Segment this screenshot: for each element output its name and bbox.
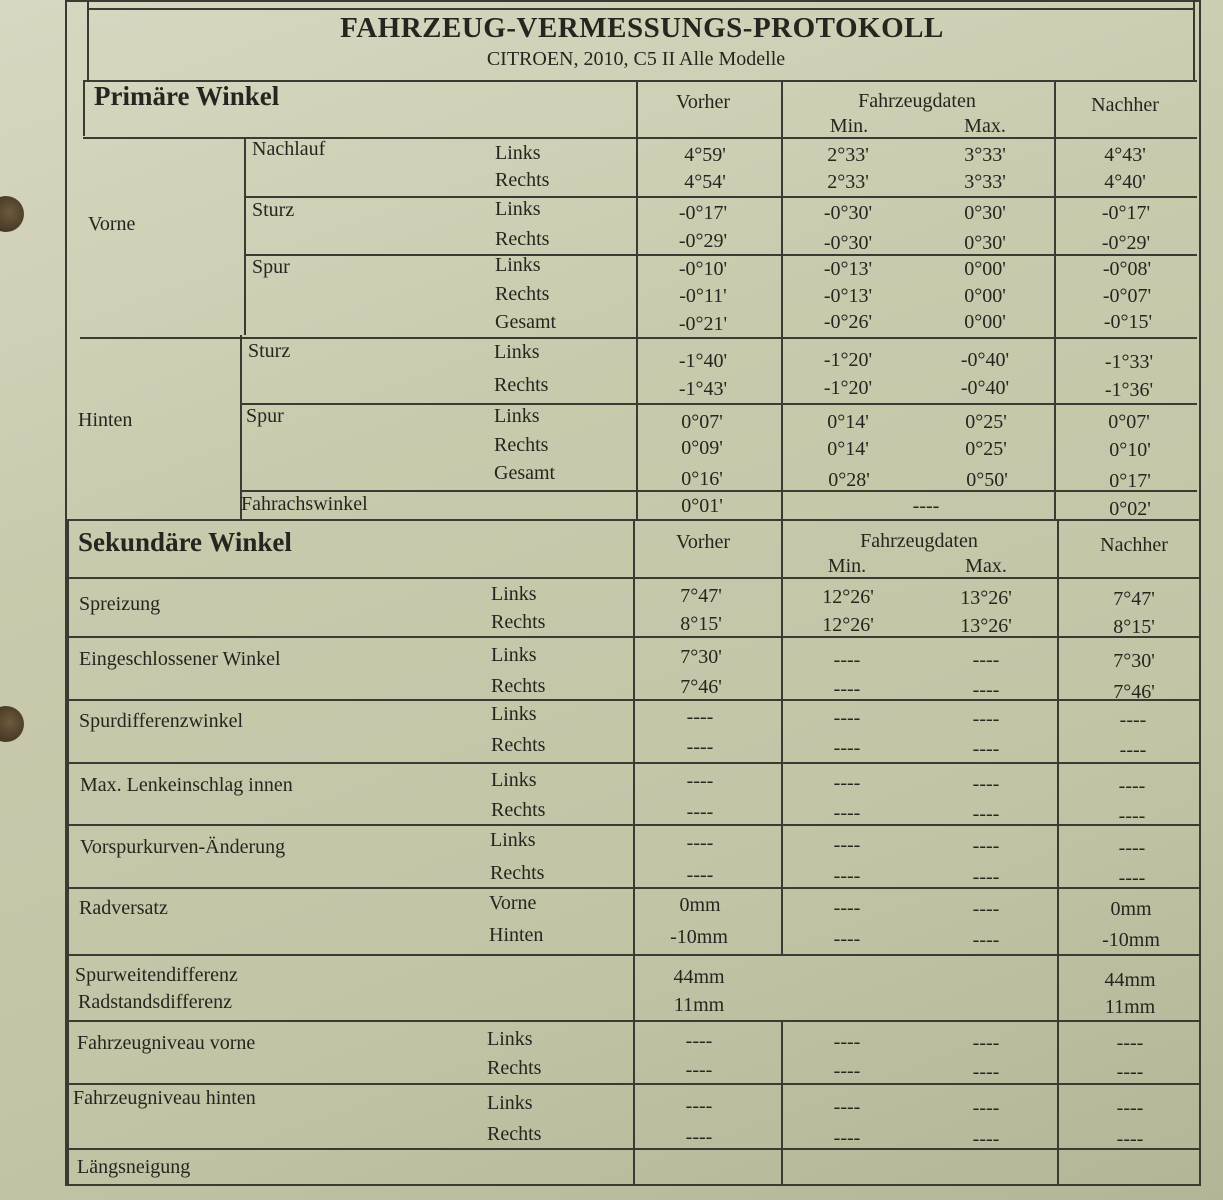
value-vorher: -10mm — [670, 926, 728, 948]
rule — [67, 887, 1201, 889]
value-max: ---- — [972, 866, 1000, 888]
value-vorher: ---- — [686, 832, 714, 854]
value-vorher: -0°10' — [678, 258, 728, 280]
side-label: Rechts — [491, 675, 546, 697]
value-nachher: ---- — [1118, 775, 1146, 797]
value-nachher: 7°46' — [1113, 681, 1155, 703]
value-min: 2°33' — [827, 144, 869, 166]
value-min: ---- — [833, 897, 861, 919]
rule — [67, 954, 1201, 956]
angle-label: Max. Lenkeinschlag innen — [80, 774, 293, 796]
value-min: -0°30' — [823, 202, 873, 224]
value-max: ---- — [972, 679, 1000, 701]
value-vorher: ---- — [685, 1030, 713, 1052]
value-nachher: -10mm — [1102, 929, 1160, 951]
value-nachher: -0°07' — [1102, 285, 1152, 307]
side-label: Links — [491, 644, 537, 666]
value-nachher: 11mm — [1104, 996, 1156, 1018]
value-min: ---- — [833, 678, 861, 700]
rule — [67, 824, 1201, 826]
side-label: Links — [490, 829, 536, 851]
value-max: ---- — [972, 835, 1000, 857]
side-label: Links — [495, 142, 541, 164]
angle-label: Nachlauf — [252, 138, 326, 160]
value-max: ---- — [972, 1097, 1000, 1119]
rule — [67, 1083, 1201, 1085]
value-min: 0°28' — [828, 469, 870, 491]
side-label: Links — [491, 583, 537, 605]
side-label: Links — [495, 254, 541, 276]
secondary-section-title: Sekundäre Winkel — [78, 527, 292, 557]
rule — [1057, 519, 1059, 1186]
value-min: ---- — [833, 928, 861, 950]
col-vorher: Vorher — [675, 91, 731, 113]
value-vorher: ---- — [685, 1059, 713, 1081]
side-label: Rechts — [490, 862, 545, 884]
value-min: 2°33' — [827, 171, 869, 193]
value-min: ---- — [833, 707, 861, 729]
value-vorher: 8°15' — [680, 613, 722, 635]
value-nachher: ---- — [1116, 1061, 1144, 1083]
col-min: Min. — [829, 115, 869, 137]
rule — [244, 196, 1197, 198]
value-min: ---- — [833, 1096, 861, 1118]
side-label: Gesamt — [494, 462, 556, 484]
side-label: Rechts — [491, 734, 546, 756]
value-min: -0°13' — [823, 285, 873, 307]
value-vorher: ---- — [686, 864, 714, 886]
value-vorher: -1°43' — [678, 378, 728, 400]
value-min: 0°14' — [827, 411, 869, 433]
side-label: Rechts — [494, 374, 549, 396]
value-nachher: -0°15' — [1103, 311, 1153, 333]
value-vorher: 0°01' — [681, 495, 723, 517]
value-min: ---- — [833, 834, 861, 856]
rule — [244, 137, 246, 335]
col-nachher: Nachher — [1100, 534, 1168, 556]
value-max: 0°25' — [965, 438, 1007, 460]
value-max: ---- — [972, 1128, 1000, 1150]
value-vorher: -0°11' — [679, 285, 727, 307]
rule — [636, 80, 638, 520]
angle-label: Spur — [246, 405, 284, 427]
value-max: -0°40' — [960, 377, 1010, 399]
value-nachher: 0°17' — [1109, 470, 1151, 492]
value-vorher: 4°59' — [684, 144, 726, 166]
value-vorher: 4°54' — [684, 171, 726, 193]
value-min: 12°26' — [822, 614, 874, 636]
value-min: -1°20' — [823, 349, 873, 371]
rule — [1193, 0, 1195, 80]
value-min: ---- — [833, 649, 861, 671]
value-nachher: -1°36' — [1104, 379, 1154, 401]
rule — [1054, 80, 1056, 520]
value-vorher: -1°40' — [678, 350, 728, 372]
value-nachher: 0°02' — [1109, 498, 1151, 520]
value-vorher: 0°16' — [681, 468, 723, 490]
value-nachher: 7°30' — [1113, 650, 1155, 672]
rule — [240, 403, 1197, 405]
side-label: Rechts — [495, 228, 550, 250]
group-label: Vorne — [88, 213, 136, 235]
side-label: Links — [491, 769, 537, 791]
value-vorher: ---- — [685, 1126, 713, 1148]
side-label: Rechts — [491, 611, 546, 633]
rule — [781, 80, 783, 520]
value-vorher: 11mm — [673, 994, 725, 1016]
side-label: Vorne — [489, 892, 537, 914]
rule — [87, 8, 1194, 10]
side-label: Links — [494, 405, 540, 427]
angle-label: Vorspurkurven-Änderung — [80, 836, 286, 858]
angle-label: Längsneigung — [77, 1156, 191, 1178]
value-nachher: ---- — [1118, 837, 1146, 859]
angle-label: Radstandsdifferenz — [78, 991, 233, 1013]
value-min: ---- — [833, 1060, 861, 1082]
value-max: 0°50' — [966, 469, 1008, 491]
value-vorher: ---- — [686, 706, 714, 728]
col-max: Max. — [964, 115, 1006, 137]
value-max: ---- — [972, 929, 1000, 951]
angle-label: Sturz — [252, 199, 295, 221]
value-nachher: 4°43' — [1104, 144, 1146, 166]
value-max: 0°30' — [964, 232, 1006, 254]
value-min: -0°30' — [823, 232, 873, 254]
rule — [83, 80, 85, 136]
value-nachher: 8°15' — [1113, 616, 1155, 638]
side-label: Links — [487, 1028, 533, 1050]
side-label: Rechts — [487, 1123, 542, 1145]
value-vorher: 0mm — [679, 894, 721, 916]
side-label: Gesamt — [495, 311, 557, 333]
value-vorher: 44mm — [673, 966, 725, 988]
value-nachher: ---- — [1118, 867, 1146, 889]
side-label: Links — [491, 703, 537, 725]
value-nachher: ---- — [1119, 739, 1147, 761]
value-min: 0°14' — [827, 438, 869, 460]
value-vorher: ---- — [686, 736, 714, 758]
value-vorher: 7°30' — [680, 646, 722, 668]
angle-label: Spurweitendifferenz — [75, 964, 238, 986]
value-max: 0°00' — [964, 311, 1006, 333]
value-vorher: 0°07' — [681, 411, 723, 433]
value-vorher: 0°09' — [681, 437, 723, 459]
value-vorher: 7°47' — [680, 585, 722, 607]
col-max: Max. — [965, 555, 1007, 577]
value-nachher: ---- — [1118, 805, 1146, 827]
angle-label: Fahrzeugniveau hinten — [73, 1087, 256, 1109]
value-max: ---- — [972, 773, 1000, 795]
value-max: 13°26' — [960, 615, 1012, 637]
rule — [67, 1148, 1201, 1150]
rule — [67, 636, 1201, 638]
value-max: ---- — [972, 738, 1000, 760]
rule — [87, 0, 89, 80]
group-label: Hinten — [78, 409, 133, 431]
value-min: ---- — [833, 1031, 861, 1053]
rule — [83, 137, 1197, 139]
rule — [244, 254, 1197, 256]
value-nachher: ---- — [1116, 1128, 1144, 1150]
value-vorher: -0°29' — [678, 230, 728, 252]
value-nachher: 0mm — [1110, 898, 1152, 920]
rule — [781, 1020, 783, 1186]
value-max: 0°25' — [965, 411, 1007, 433]
primary-section-title: Primäre Winkel — [94, 81, 280, 111]
value-max: ---- — [972, 1032, 1000, 1054]
value-nachher: ---- — [1119, 709, 1147, 731]
angle-label: Fahrzeugniveau vorne — [77, 1032, 256, 1054]
angle-label: Sturz — [248, 340, 291, 362]
angle-label: Spur — [252, 256, 290, 278]
value-min: 12°26' — [822, 586, 874, 608]
rule — [67, 577, 1201, 579]
col-fahrzeugdaten: Fahrzeugdaten — [860, 530, 978, 552]
value-nachher: ---- — [1116, 1032, 1144, 1054]
value-max: 0°00' — [964, 285, 1006, 307]
value-nachher: -0°08' — [1102, 258, 1152, 280]
rule — [67, 699, 1201, 701]
value-min: -0°13' — [823, 258, 873, 280]
rule — [67, 762, 1201, 764]
value-min: ---- — [833, 865, 861, 887]
value-max: 0°00' — [964, 258, 1006, 280]
col-fahrzeugdaten: Fahrzeugdaten — [858, 90, 976, 112]
value-min: ---- — [833, 802, 861, 824]
value-nachher: 44mm — [1104, 969, 1156, 991]
value-max: ---- — [972, 708, 1000, 730]
value-max: -0°40' — [960, 349, 1010, 371]
side-label: Links — [495, 198, 541, 220]
col-vorher: Vorher — [675, 531, 731, 553]
punch-hole — [0, 706, 24, 742]
value-max: 3°33' — [964, 144, 1006, 166]
col-nachher: Nachher — [1091, 94, 1159, 116]
value-vorher: ---- — [686, 801, 714, 823]
value-range: ---- — [912, 495, 940, 517]
angle-label: Spurdifferenzwinkel — [79, 710, 244, 732]
value-max: ---- — [972, 803, 1000, 825]
angle-label: Eingeschlossener Winkel — [79, 648, 281, 670]
value-min: -0°26' — [823, 311, 873, 333]
vehicle-subtitle: CITROEN, 2010, C5 II Alle Modelle — [486, 48, 786, 70]
rule — [67, 519, 69, 1186]
value-max: ---- — [972, 649, 1000, 671]
value-vorher: -0°21' — [678, 313, 728, 335]
value-nachher: -0°29' — [1101, 232, 1151, 254]
value-vorher: 7°46' — [680, 676, 722, 698]
side-label: Links — [487, 1092, 533, 1114]
angle-label: Radversatz — [79, 897, 168, 919]
value-max: 13°26' — [960, 587, 1012, 609]
col-min: Min. — [827, 555, 867, 577]
side-label: Hinten — [489, 924, 544, 946]
side-label: Rechts — [494, 434, 549, 456]
value-max: 3°33' — [964, 171, 1006, 193]
rule — [633, 519, 635, 1186]
value-nachher: -1°33' — [1104, 351, 1154, 373]
value-nachher: 0°07' — [1108, 411, 1150, 433]
value-max: ---- — [972, 1061, 1000, 1083]
value-nachher: -0°17' — [1101, 202, 1151, 224]
value-min: ---- — [833, 1127, 861, 1149]
punch-hole — [0, 196, 24, 232]
value-nachher: 0°10' — [1109, 439, 1151, 461]
rule — [67, 1020, 1201, 1022]
protocol-title: FAHRZEUG-VERMESSUNGS-PROTOKOLL — [340, 12, 944, 44]
side-label: Rechts — [491, 799, 546, 821]
value-min: ---- — [833, 737, 861, 759]
value-vorher: ---- — [685, 1095, 713, 1117]
side-label: Rechts — [495, 283, 550, 305]
value-vorher: -0°17' — [678, 202, 728, 224]
value-nachher: 7°47' — [1113, 588, 1155, 610]
value-max: ---- — [972, 898, 1000, 920]
angle-label: Fahrachswinkel — [241, 493, 368, 515]
side-label: Links — [494, 341, 540, 363]
value-min: ---- — [833, 772, 861, 794]
value-max: 0°30' — [964, 202, 1006, 224]
value-nachher: ---- — [1116, 1097, 1144, 1119]
value-min: -1°20' — [823, 377, 873, 399]
side-label: Rechts — [495, 169, 550, 191]
value-nachher: 4°40' — [1104, 171, 1146, 193]
side-label: Rechts — [487, 1057, 542, 1079]
angle-label: Spreizung — [79, 593, 161, 615]
value-vorher: ---- — [686, 770, 714, 792]
